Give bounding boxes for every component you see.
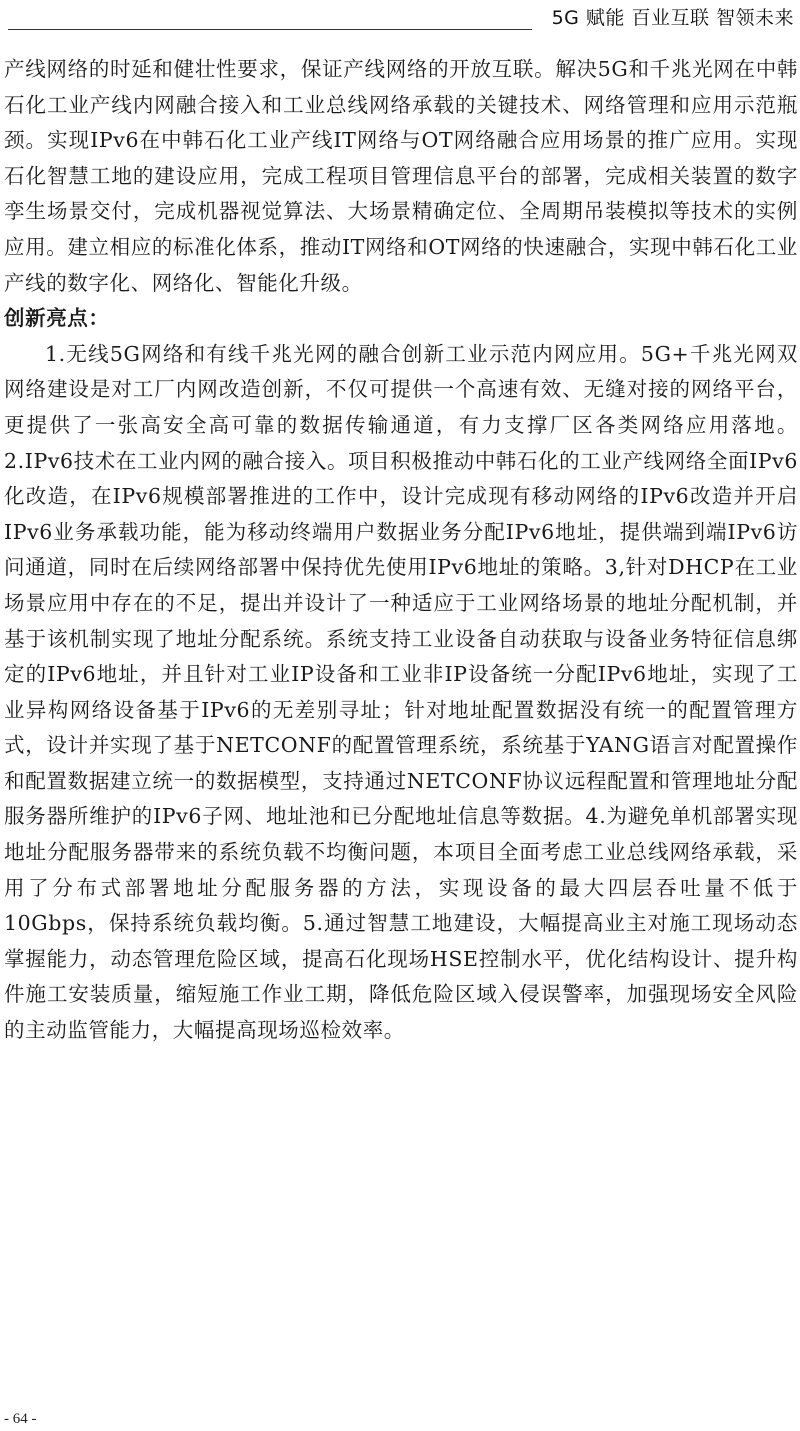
page-header: [0, 0, 800, 36]
header-rule: [8, 29, 532, 30]
document-body: [4, 52, 798, 1049]
body-paragraph: 1.无线5G网络和有线千兆光网的融合创新工业示范内网应用。5G+千兆光网双网络建设是对工厂内网改造创新，不仅可提供一个高速有效、无缝对接的网络平台，更提供了一张高安全高可靠的数据传输通道，有力支撑厂区各类网络应用落地。2.IPv6技术在工业内网的融合接入。项目积极推动中韩石化的工业产线网络全面IPv6化改造，在IPv6规模部署推进的工作中，设计完成现有移动网络的IPv6改造并开启IPv6业务承载功能，能为移动终端用户数据业务分配IPv6地址，提供端到端IPv6访问通道，同时在后续网络部署中保持优先使用IPv6地址的策略。3,针对DHCP在工业场景应用中存在的不足，提出并设计了一种适应于工业网络场景的地址分配机制，并基于该机制实现了地址分配系统。系统支持工业设备自动获取与设备业务特征信息绑定的IPv6地址，并且针对工业IP设备和工业非IP设备统一分配IPv6地址，实现了工业异构网络设备基于IPv6的无差别寻址；针对地址配置数据没有统一的配置管理方式，设计并实现了基于NETCONF的配置管理系统，系统基于YANG语言对配置操作和配置数据建立统一的数据模型，支持通过NETCONF协议远程配置和管理地址分配服务器所维护的IPv6子网、地址池和已分配地址信息等数据。4.为避免单机部署实现地址分配服务器带来的系统负载不均衡问题，本项目全面考虑工业总线网络承载，采用了分布式部署地址分配服务器的方法，实现设备的最大四层吞吐量不低于10Gbps，保持系统负载均衡。5.通过智慧工地建设，大幅提高业主对施工现场动态掌握能力，动态管理危险区域，提高石化现场HSE控制水平，优化结构设计、提升构件施工安装质量，缩短施工作业工期，降低危险区域入侵误警率，加强现场安全风险的主动监管能力，大幅提高现场巡检效率。: [4, 341, 798, 1043]
section-heading: 创新亮点：: [4, 306, 110, 331]
page-number: - 64 -: [4, 1411, 37, 1427]
body-paragraph: 产线网络的时延和健壮性要求，保证产线网络的开放互联。解决5G和千兆光网在中韩石化工业产线内网融合接入和工业总线网络承载的关键技术、网络管理和应用示范瓶颈。实现IPv6在中韩石化工业产线IT网络与OT网络融合应用场景的推广应用。实现石化智慧工地的建设应用，完成工程项目管理信息平台的部署，完成相关装置的数字孪生场景交付，完成机器视觉算法、大场景精确定位、全周期吊装模拟等技术的实例应用。建立相应的标准化体系，推动IT网络和OT网络的快速融合，实现中韩石化工业产线的数字化、网络化、智能化升级。: [4, 57, 798, 295]
header-title: 5G 赋能 百业互联 智领未来: [551, 7, 794, 29]
